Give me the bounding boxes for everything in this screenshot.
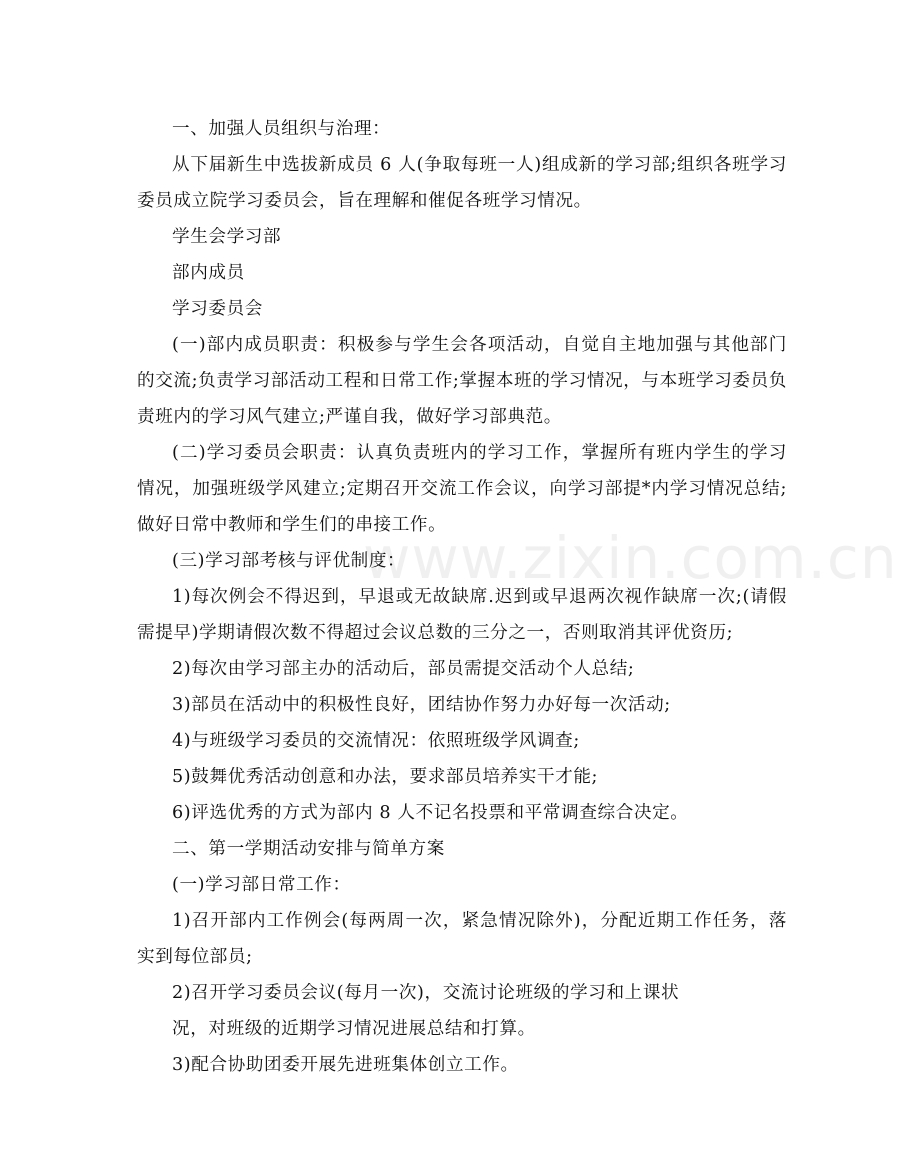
paragraph: 部内成员 xyxy=(172,263,245,283)
document-body xyxy=(137,111,787,1083)
paragraph: (一)部内成员职责：积极参与学生会各项活动，自觉自主地加强与其他部门的交流;负责学习部活动工程和日常工作;掌握本班的学习情况，与本班学习委员负责班内的学习风气建立;严谨自我，做好学习部典范。 xyxy=(137,335,787,427)
section-heading-2: 二、第一学期活动安排与简单方案 xyxy=(172,839,445,859)
list-item: 4)与班级学习委员的交流情况：依照班级学风调查; xyxy=(172,731,580,751)
list-item: 1)每次例会不得迟到，早退或无故缺席.迟到或早退两次视作缺席一次;(请假需提早)学期请假次数不得超过会议总数的三分之一，否则取消其评优资历; xyxy=(137,587,787,643)
section-heading-1: 一、加强人员组织与治理： xyxy=(172,119,391,139)
list-item: 6)评选优秀的方式为部内 8 人不记名投票和平常调查综合决定。 xyxy=(172,803,689,823)
paragraph: 况，对班级的近期学习情况进展总结和打算。 xyxy=(172,1019,536,1039)
subheading: (三)学习部考核与评优制度： xyxy=(172,551,406,571)
subheading: (一)学习部日常工作： xyxy=(172,875,351,895)
paragraph: 从下届新生中选拔新成员 6 人(争取每班一人)组成新的学习部;组织各班学习委员成立院学习委员会，旨在理解和催促各班学习情况。 xyxy=(137,155,787,211)
paragraph: (二)学习委员会职责：认真负责班内的学习工作，掌握所有班内学生的学习情况，加强班级学风建立;定期召开交流工作会议，向学习部提*内学习情况总结;做好日常中教师和学生们的串接工作。 xyxy=(137,443,787,535)
list-item: 3)部员在活动中的积极性良好，团结协作努力办好每一次活动; xyxy=(172,695,671,715)
list-item: 2)每次由学习部主办的活动后，部员需提交活动个人总结; xyxy=(172,659,635,679)
paragraph: 学习委员会 xyxy=(172,299,263,319)
watermark: www.zixin.com.cn xyxy=(363,524,898,592)
paragraph: 学生会学习部 xyxy=(172,227,282,247)
list-item: 5)鼓舞优秀活动创意和办法，要求部员培养实干才能; xyxy=(172,767,599,787)
list-item: 3)配合协助团委开展先进班集体创立工作。 xyxy=(172,1055,519,1075)
list-item: 1)召开部内工作例会(每两周一次，紧急情况除外)，分配近期工作任务，落实到每位部员; xyxy=(137,911,787,967)
list-item: 2)召开学习委员会议(每月一次)，交流讨论班级的学习和上课状 xyxy=(172,983,680,1003)
